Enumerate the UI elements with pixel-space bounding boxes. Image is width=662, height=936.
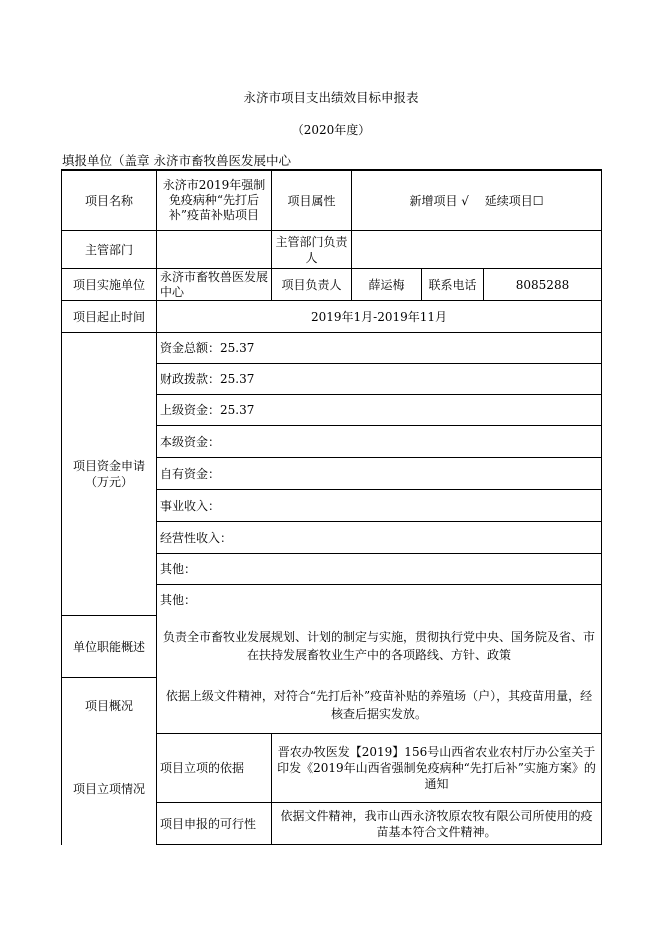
funds-other-1: 其他： <box>156 553 601 584</box>
project-attr-label: 项目属性 <box>271 170 351 230</box>
funds-local: 本级资金： <box>156 425 601 457</box>
table-bottom-border <box>156 844 602 845</box>
supervisor-head-value <box>351 230 601 268</box>
period-value: 2019年1月-2019年11月 <box>156 300 601 332</box>
unit-function-label: 单位职能概述 <box>61 615 156 677</box>
project-attr-value: 新增项目 √ 延续项目☐ <box>351 170 601 230</box>
period-label: 项目起止时间 <box>61 300 156 332</box>
table-right-border <box>601 170 602 845</box>
funds-fiscal: 财政拨款：25.37 <box>156 363 601 394</box>
supervisor-head-label: 主管部门负责人 <box>271 230 351 268</box>
feasibility-label: 项目申报的可行性 <box>156 802 271 845</box>
establish-label: 项目立项情况 <box>61 733 156 845</box>
funds-business: 事业收入： <box>156 489 601 521</box>
funds-label: 项目资金申请（万元） <box>61 332 156 615</box>
overview-value: 依据上级文件精神，对符合“先打后补”疫苗补贴的养殖场（户），其疫苗用量，经核查后据实发放。 <box>156 677 601 733</box>
funds-total: 资金总额：25.37 <box>156 332 601 363</box>
basis-value: 晋农办牧医发【2019】156号山西省农业农村厅办公室关于印发《2019年山西省强制免疫病种“先打后补”实施方案》的通知 <box>271 733 601 802</box>
funds-other-2: 其他： <box>156 584 601 615</box>
basis-label: 项目立项的依据 <box>156 733 271 802</box>
phone-label: 联系电话 <box>421 268 483 300</box>
form-title: 永济市项目支出绩效目标申报表 <box>243 90 419 105</box>
funds-own: 自有资金： <box>156 457 601 489</box>
project-name-value: 永济市2019年强制免疫病种“先打后补”疫苗补贴项目 <box>156 170 271 230</box>
phone-value: 8085288 <box>483 268 601 300</box>
project-name-label: 项目名称 <box>61 170 156 230</box>
project-head-label: 项目负责人 <box>271 268 351 300</box>
overview-label: 项目概况 <box>61 677 156 733</box>
table-top-border <box>61 169 602 170</box>
unit-function-value: 负责全市畜牧业发展规划、计划的制定与实施，贯彻执行党中央、国务院及省、市在扶持发展畜牧业生产中的各项路线、方针、政策 <box>156 615 601 677</box>
impl-unit-value: 永济市畜牧兽医发展中心 <box>156 268 271 300</box>
funds-operating: 经营性收入： <box>156 521 601 553</box>
supervisor-label: 主管部门 <box>61 230 156 268</box>
filling-unit: 填报单位（盖章 永济市畜牧兽医发展中心 <box>62 153 291 168</box>
feasibility-value: 依据文件精神，我市山西永济牧原农牧有限公司所使用的疫苗基本符合文件精神。 <box>271 802 601 845</box>
supervisor-value <box>156 230 271 268</box>
project-head-value: 薛运梅 <box>351 268 421 300</box>
impl-unit-label: 项目实施单位 <box>61 268 156 300</box>
funds-superior: 上级资金：25.37 <box>156 394 601 425</box>
form-year: （2020年度） <box>291 123 371 137</box>
